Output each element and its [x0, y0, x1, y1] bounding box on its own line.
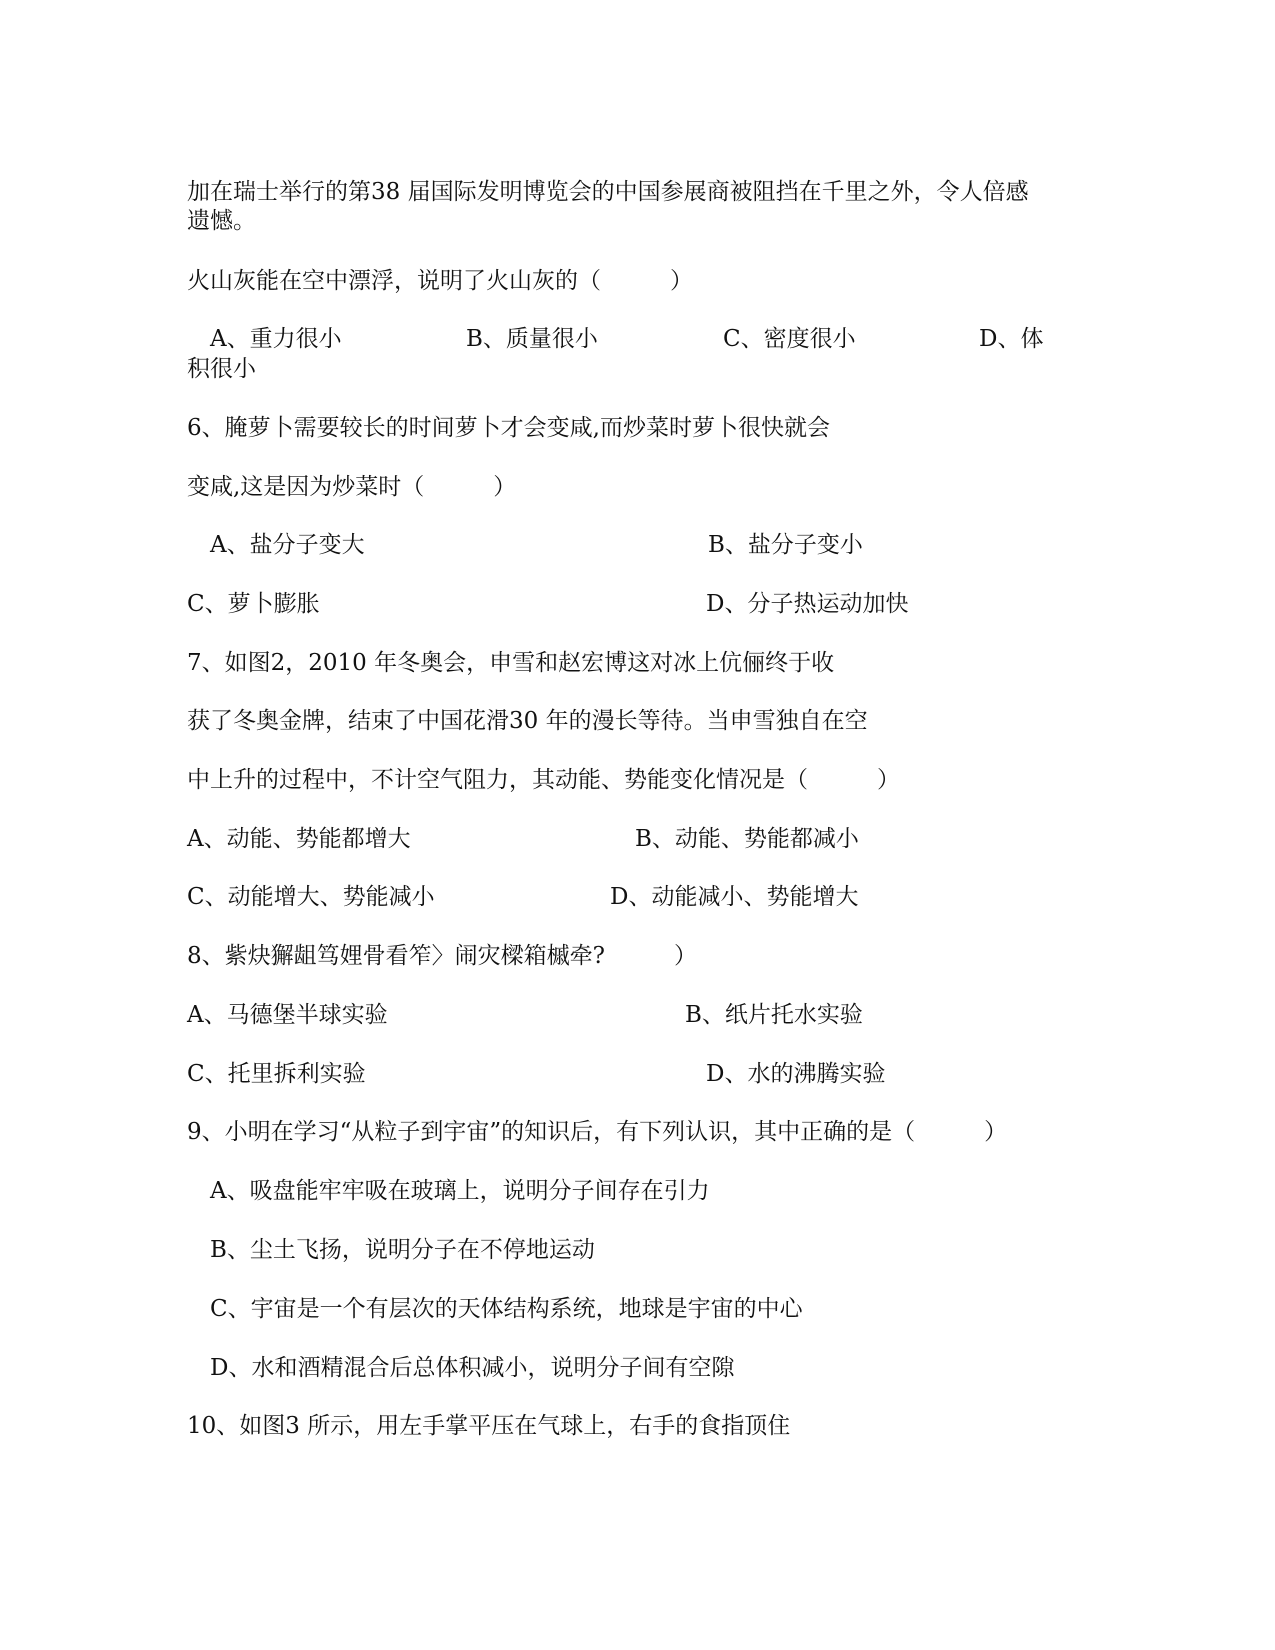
q5-option-c: C、密度很小: [723, 326, 856, 352]
q8-option-b: B、纸片托水实验: [685, 1002, 863, 1028]
q7-option-c: C、动能增大、势能减小: [187, 884, 435, 910]
q5-option-d-continued: 积很小: [187, 356, 256, 382]
q8-option-d: D、水的沸腾实验: [706, 1061, 886, 1087]
intro-line-1: 加在瑞士举行的第38 届国际发明博览会的中国参展商被阻挡在千里之外，令人倍感: [187, 179, 1029, 205]
q8-option-c: C、托里拆利实验: [187, 1061, 366, 1087]
intro-line-2: 遗憾。: [187, 208, 256, 234]
q9-stem: 9、小明在学习“从粒子到宇宙”的知识后，有下列认识，其中正确的是（ ）: [187, 1119, 1008, 1145]
q5-option-b: B、质量很小: [466, 326, 598, 352]
q7-stem-line-3: 中上升的过程中，不计空气阻力，其动能、势能变化情况是（ ）: [187, 767, 900, 793]
q5-option-d: D、体: [979, 326, 1044, 352]
q7-option-d: D、动能减小、势能增大: [610, 884, 859, 910]
q6-stem-line-1: 6、腌萝卜需要较长的时间萝卜才会变咸,而炒菜时萝卜很快就会: [187, 415, 830, 441]
q6-option-a: A、盐分子变大: [210, 532, 365, 558]
q9-option-b: B、尘土飞扬，说明分子在不停地运动: [210, 1237, 595, 1263]
q8-option-a: A、马德堡半球实验: [187, 1002, 388, 1028]
q9-option-a: A、吸盘能牢牢吸在玻璃上，说明分子间存在引力: [210, 1178, 710, 1204]
q6-option-b: B、盐分子变小: [708, 532, 863, 558]
q5-option-a: A、重力很小: [210, 326, 342, 352]
q8-stem: 8、紫炔獬龃笃娌骨看笮〉闹灾樑箱槭牵? ）: [187, 943, 697, 969]
q5-stem: 火山灰能在空中漂浮，说明了火山灰的（ ）: [187, 268, 693, 294]
q10-stem: 10、如图3 所示，用左手掌平压在气球上，右手的食指顶住: [187, 1413, 791, 1439]
q6-stem-line-2: 变咸,这是因为炒菜时（ ）: [187, 474, 517, 500]
q9-option-d: D、水和酒精混合后总体积减小，说明分子间有空隙: [210, 1355, 735, 1381]
q7-option-a: A、动能、势能都增大: [187, 826, 411, 852]
q6-option-d: D、分子热运动加快: [706, 591, 909, 617]
q6-option-c: C、萝卜膨胀: [187, 591, 320, 617]
q7-stem-line-2: 获了冬奥金牌，结束了中国花滑30 年的漫长等待。当申雪独自在空: [187, 708, 868, 734]
q7-stem-line-1: 7、如图2，2010 年冬奥会，申雪和赵宏博这对冰上伉俪终于收: [187, 650, 835, 676]
q7-option-b: B、动能、势能都减小: [635, 826, 859, 852]
q9-option-c: C、宇宙是一个有层次的天体结构系统，地球是宇宙的中心: [210, 1296, 803, 1322]
